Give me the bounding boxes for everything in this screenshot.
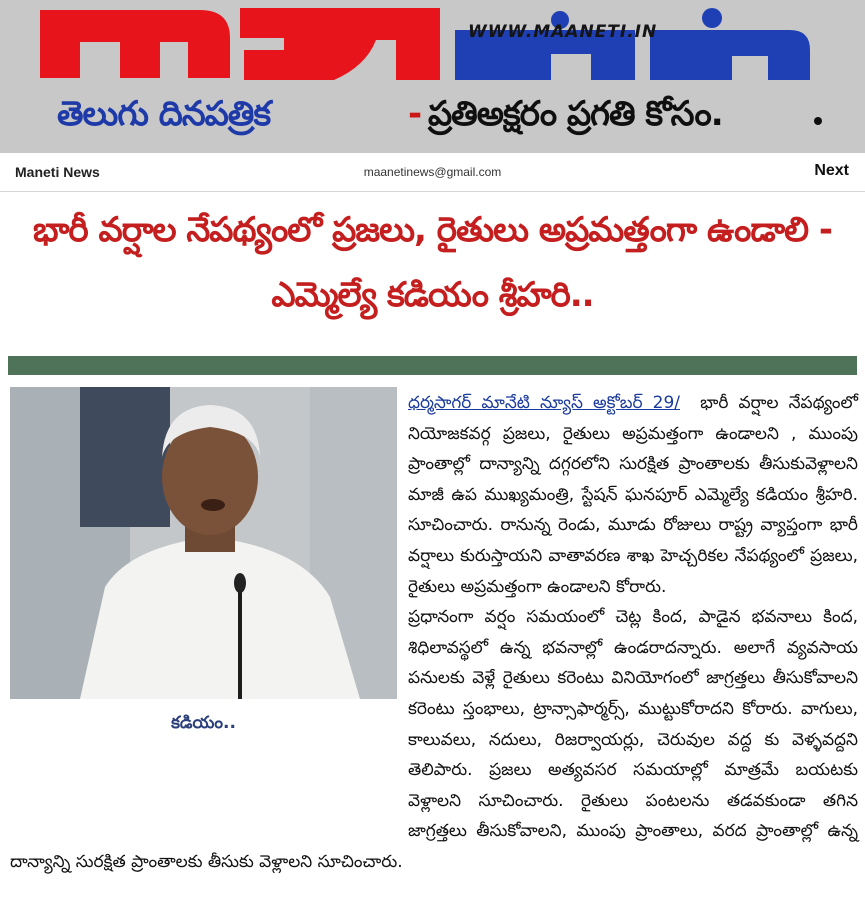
next-link[interactable]: Next xyxy=(814,162,849,179)
photo-float-spacer xyxy=(10,388,408,830)
article-headline: భారీ వర్షాల నేపథ్యంలో ప్రజలు, రైతులు అప్రమత్తంగా ఉండాలి - ఎమ్మెల్యే కడియం శ్రీహరి.. xyxy=(33,210,832,315)
paragraph-1-text: భారీ వర్షాల నేపథ్యంలో నియోజకవర్గ ప్రజలు, రైతులు అప్రమత్తంగా ఉండాలని , ముంపు ప్రాంతాల్లో దాన్యాన్ని దగ్గరలోని సురక్షిత ప్రాంతాలకు తీసుకువెళ్లాలని మాజీ ఉప ముఖ్యమంత్రి, స్టేషన్ ఘనపూర్ ఎమ్మెల్యే కడియం శ్రీహరి. సూచించారు. రానున్న రెండు, మూడు రోజులు రాష్ట్ర వ్యాప్తంగా భారీ వర్షాలు కురుస్తాయని వాతావరణ శాఖ హెచ్చరికల నేపథ్యంలో ప్రజలు, రైతులు అప్రమత్తంగా ఉండాలని కోరారు. xyxy=(408,393,859,597)
masthead-url: WWW.MAANETI.IN xyxy=(468,22,658,42)
masthead-tagline-left: తెలుగు దినపత్రిక xyxy=(57,94,271,134)
masthead-tagline-right: ప్రతిఅక్షరం ప్రగతి కోసం. xyxy=(428,94,723,134)
article-dateline: ధర్మసాగర్ మానేటి న్యూస్ అక్టోబర్ 29/ xyxy=(408,393,680,413)
masthead-tagline-dash: - xyxy=(408,94,423,134)
site-name-link[interactable]: Maneti News xyxy=(15,164,100,180)
top-navbar xyxy=(0,153,865,192)
section-divider xyxy=(8,356,857,375)
photo-caption: కడియం.. xyxy=(171,713,236,733)
contact-email[interactable]: maanetinews@gmail.com xyxy=(363,165,502,179)
article-body xyxy=(10,388,858,878)
article-paragraph-2: ప్రధానంగా వర్షం సమయంలో చెట్ల కింద, పాడైన భవనాలు కింద, శిధిలావస్థలో ఉన్న భవనాల్లో ఉండరాదన్నారు. అలాగే వ్యవసాయ పనులకు వెళ్లే రైతులు కరెంటు వినియోగంలో జాగ్రత్తలు తీసుకోవాలని కరెంటు స్తంభాలు, ట్రాన్సాఫార్మర్స్, ముట్టుకోరాదని కోరారు. వాగులు, కాలువలు, నదులు, రిజర్వాయర్లు, చెరువుల వద్ద కు వెళ్ళవద్దని తెలిపారు. ప్రజలు అత్యవసర సమయాల్లో మాత్రమే బయటకు వెళ్లాలని సూచించారు. రైతులు పంటలను తడవకుండా తగిన జాగ్రత్తలు తీసుకోవాలని, ముంపు ప్రాంతాలు, వరద ప్రాంతాల్లో ఉన్న దాన్యాన్ని సురక్షిత ప్రాంతాలకు తీసుకు వెళ్లాలని సూచించారు. xyxy=(10,607,858,872)
masthead xyxy=(0,0,865,153)
